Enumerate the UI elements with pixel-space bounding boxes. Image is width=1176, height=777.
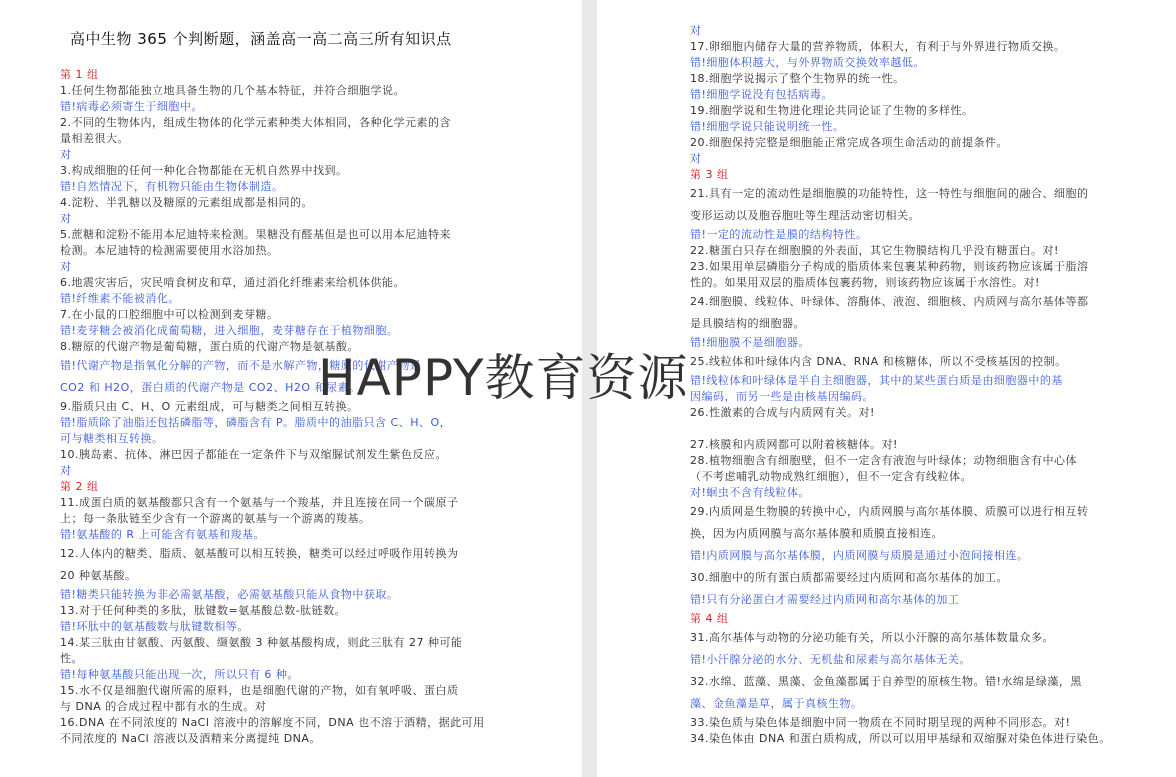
question-line: 21.具有一定的流动性是细胞膜的功能特性，这一特性与细胞间的融合、细胞的	[690, 187, 1089, 200]
answer-line: 对!蛔虫不含有线粒体。	[690, 486, 810, 499]
question-line: 32.水绵、蓝藻、黑藻、金鱼藻都属于自养型的原核生物。错!水绵是绿藻，黑	[690, 675, 1082, 688]
answer-line: 错!线粒体和叶绿体是半自主细胞器，其中的某些蛋白质是由细胞器中的基	[690, 374, 1063, 387]
answer-line: 错!病毒必须寄生于细胞中。	[60, 100, 203, 113]
question-line: 16.DNA 在不同浓度的 NaCl 溶液中的溶解度不同，DNA 也不溶于酒精，据此可用	[60, 716, 485, 729]
answer-line: 对	[60, 212, 72, 225]
question-line: 12.人体内的糖类、脂质、氨基酸可以相互转换，糖类可以经过呼吸作用转换为	[60, 547, 459, 560]
question-line: 1.任何生物都能独立地具备生物的几个基本特征，并符合细胞学说。	[60, 84, 405, 97]
answer-line: 错!细胞学说没有包括病毒。	[690, 88, 833, 101]
question-line: 3.构成细胞的任何一种化合物都能在无机自然界中找到。	[60, 164, 348, 177]
question-line: 28.植物细胞含有细胞壁，但不一定含有液泡与叶绿体；动物细胞含有中心体	[690, 454, 1077, 467]
question-line: 24.细胞膜、线粒体、叶绿体、溶酶体、液泡、细胞核、内质网与高尔基体等都	[690, 295, 1089, 308]
answer-line: 藻、金鱼藻是草，属于真核生物。	[690, 697, 863, 710]
answer-line: 错!内质网膜与高尔基体膜，内质网膜与质膜是通过小泡间接相连。	[690, 549, 1029, 562]
question-line: 31.高尔基体与动物的分泌功能有关，所以小汗腺的高尔基体数量众多。	[690, 631, 1054, 644]
question-line: 7.在小鼠的口腔细胞中可以检测到麦芽糖。	[60, 308, 279, 321]
group-heading: 第 3 组	[690, 168, 729, 181]
question-line: 22.糖蛋白只存在细胞膜的外表面，其它生物膜结构几乎没有糖蛋白。对!	[690, 244, 1059, 257]
document-title: 高中生物 365 个判断题，涵盖高一高二高三所有知识点	[70, 30, 452, 48]
question-line: 34.染色体由 DNA 和蛋白质构成，所以可以用甲基绿和双缩脲对染色体进行染色。	[690, 732, 1111, 745]
question-line: 11.成蛋白质的氨基酸都只含有一个氨基与一个羧基，并且连接在同一个碳原子	[60, 496, 459, 509]
answer-line: 错!只有分泌蛋白才需要经过内质网和高尔基体的加工	[690, 593, 960, 606]
answer-line: 错!纤维素不能被消化。	[60, 292, 180, 305]
question-line: 30.细胞中的所有蛋白质都需要经过内质网和高尔基体的加工。	[690, 571, 1008, 584]
answer-line: 错!自然情况下，有机物只能由生物体制造。	[60, 180, 284, 193]
question-line: 26.性激素的合成与内质网有关。对!	[690, 406, 875, 419]
answer-line: 错!糖类只能转换为非必需氨基酸，必需氨基酸只能从食物中获取。	[60, 588, 399, 601]
answer-line: 错!代谢产物是指氧化分解的产物，而不是水解产物，糖原的代谢产物是	[60, 359, 422, 372]
question-line: 量相差很大。	[60, 132, 129, 145]
right-text-body	[690, 23, 1176, 747]
question-line: 4.淀粉、半乳糖以及糖原的元素组成都是相同的。	[60, 196, 313, 209]
question-line	[690, 421, 1176, 437]
question-line: 25.线粒体和叶绿体内含 DNA、RNA 和核糖体，所以不受核基因的控制。	[690, 355, 1067, 368]
answer-line: 错!一定的流动性是膜的结构特性。	[690, 228, 868, 241]
answer-line: 错!细胞膜不是细胞器。	[690, 336, 810, 349]
question-line: 性。	[60, 652, 83, 665]
question-line: 是具膜结构的细胞器。	[690, 317, 805, 330]
question-line: 29.内质网是生物膜的转换中心，内质网膜与高尔基体膜、质膜可以进行相互转	[690, 505, 1089, 518]
question-line: 33.染色质与染色体是细胞中同一物质在不同时期呈现的两种不同形态。对!	[690, 716, 1071, 729]
answer-line: 对	[690, 24, 702, 37]
answer-line: CO2 和 H2O，蛋白质的代谢产物是 CO2、H2O 和尿素。	[60, 381, 361, 394]
question-line: 6.地震灾害后，灾民啃食树皮和草，通过消化纤维素来给机体供能。	[60, 276, 405, 289]
question-line: （不考虑哺乳动物成熟红细胞），但不一定含有线粒体。	[690, 470, 972, 483]
answer-line: 错!麦芽糖会被消化成葡萄糖，进入细胞，麦芽糖存在于植物细胞。	[60, 324, 399, 337]
question-line: 换，因为内质网膜与高尔基体膜和质膜直接相连。	[690, 527, 943, 540]
question-line: 与 DNA 的合成过程中都有水的生成。对	[60, 700, 267, 713]
answer-line: 可与糖类相互转换。	[60, 432, 164, 445]
question-line: 20.细胞保持完整是细胞能正常完成各项生命活动的前提条件。	[690, 136, 1008, 149]
question-line: 10.胰岛素、抗体、淋巴因子都能在一定条件下与双缩脲试剂发生紫色反应。	[60, 448, 447, 461]
question-line: 14.某三肽由甘氨酸、丙氨酸、缬氨酸 3 种氨基酸构成，则此三肽有 27 种可能	[60, 636, 463, 649]
question-line: 27.核膜和内质网都可以附着核糖体。对!	[690, 438, 898, 451]
group-heading: 第 4 组	[690, 612, 729, 625]
question-line: 上；每一条肽链至少含有一个游离的氨基与一个游离的羧基。	[60, 512, 371, 525]
answer-line: 错!细胞体积越大，与外界物质交换效率越低。	[690, 56, 925, 69]
answer-line: 错!小汗腺分泌的水分、无机盐和尿素与高尔基体无关。	[690, 653, 971, 666]
answer-line: 对	[60, 148, 72, 161]
answer-line: 对	[690, 152, 702, 165]
question-line: 8.糖原的代谢产物是葡萄糖，蛋白质的代谢产物是氨基酸。	[60, 340, 359, 353]
group-heading: 第 2 组	[60, 480, 99, 493]
question-line: 18.细胞学说揭示了整个生物界的统一性。	[690, 72, 905, 85]
question-line: 17.卵细胞内储存大量的营养物质，体积大，有利于与外界进行物质交换。	[690, 40, 1066, 53]
answer-line: 对	[60, 260, 72, 273]
watermark: HAPPY教育资源	[318, 349, 689, 407]
answer-line: 错!细胞学说只能说明统一性。	[690, 120, 845, 133]
answer-line: 错!脂质除了油脂还包括磷脂等，磷脂含有 P。脂质中的油脂只含 C、H、O，	[60, 416, 452, 429]
answer-line: 错!环肽中的氨基酸数与肽键数相等。	[60, 620, 249, 633]
question-line: 20 种氨基酸。	[60, 569, 137, 582]
question-line: 23.如果用单层磷脂分子构成的脂质体来包裹某种药物，则该药物应该属于脂溶	[690, 260, 1089, 273]
answer-line: 错!每种氨基酸只能出现一次，所以只有 6 种。	[60, 668, 299, 681]
group-heading: 第 1 组	[60, 68, 99, 81]
question-line: 19.细胞学说和生物进化理论共同论证了生物的多样性。	[690, 104, 974, 117]
question-line: 2.不同的生物体内，组成生物体的化学元素种类大体相同，各种化学元素的含	[60, 116, 451, 129]
question-line: 5.蔗糖和淀粉不能用本尼迪特来检测。果糖没有醛基但是也可以用本尼迪特来	[60, 228, 451, 241]
answer-line: 对	[60, 464, 72, 477]
question-line: 变形运动以及胞吞胞吐等生理活动密切相关。	[690, 209, 920, 222]
question-line: 性的。如果用双层的脂质体包裹药物，则该药物应该属于水溶性。对!	[690, 276, 1040, 289]
question-line: 9.脂质只由 C、H、O 元素组成，可与糖类之间相互转换。	[60, 400, 359, 413]
answer-line: 因编码，而另一些是由核基因编码。	[690, 390, 874, 403]
question-line: 15.水不仅是细胞代谢所需的原料，也是细胞代谢的产物，如有氧呼吸、蛋白质	[60, 684, 459, 697]
answer-line: 错!氨基酸的 R 上可能含有氨基和羧基。	[60, 528, 266, 541]
question-line: 13.对于任何种类的多肽，肽键数=氨基酸总数-肽链数。	[60, 604, 347, 617]
question-line: 不同浓度的 NaCl 溶液以及酒精来分离提纯 DNA。	[60, 732, 321, 745]
question-line: 检测。本尼迪特的检测需要使用水浴加热。	[60, 244, 279, 257]
